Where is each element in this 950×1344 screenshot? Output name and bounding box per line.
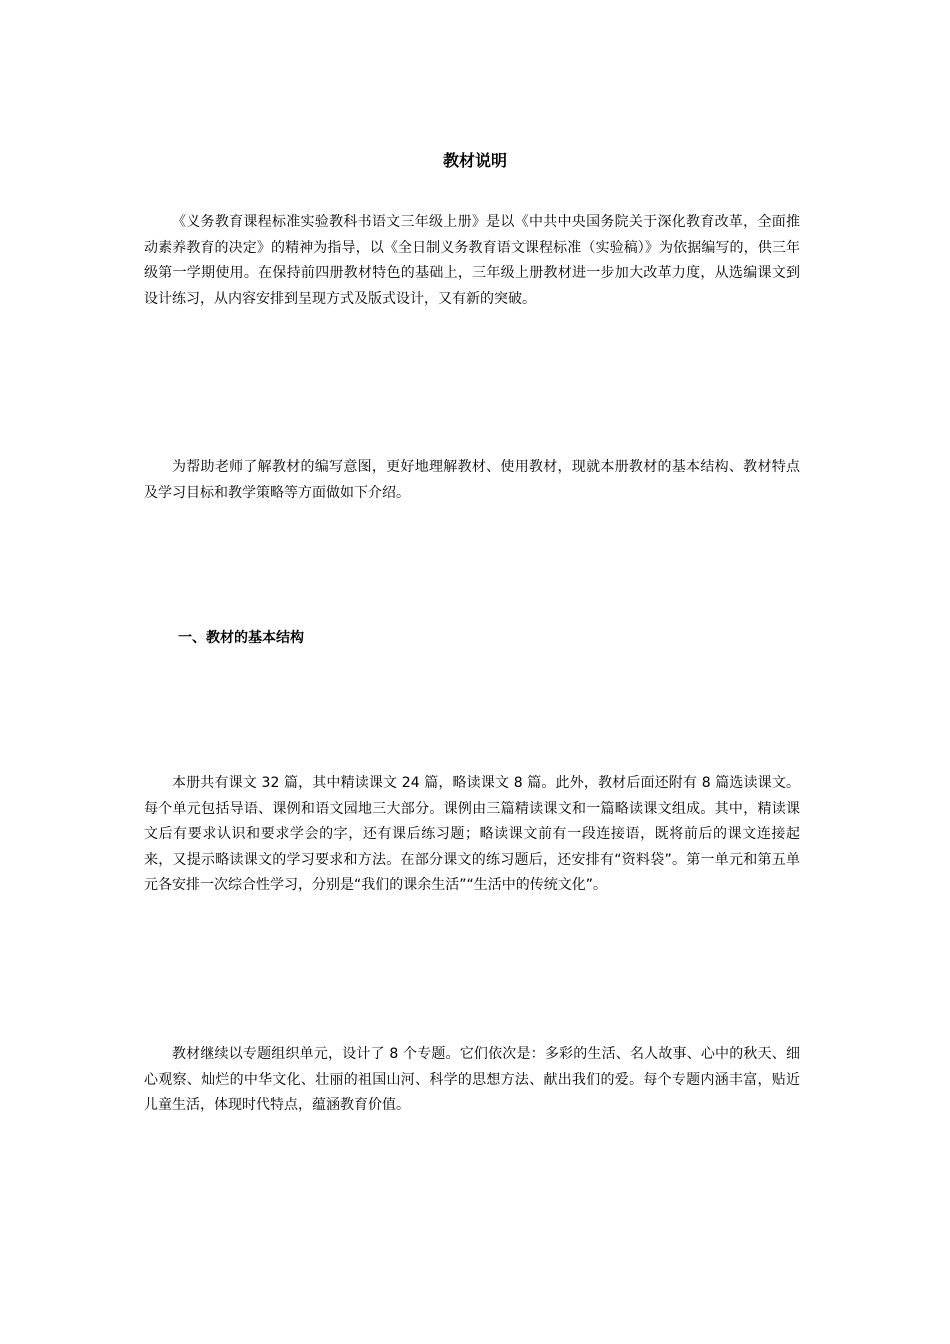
structure-paragraph: 本册共有课文 32 篇，其中精读课文 24 篇，略读课文 8 篇。此外，教材后面还附有 8 篇选读课文。每个单元包括导语、课例和语文园地三大部分。课例由三篇精读课文和一篇略读课文组成。其中，精读课文后有要求认识和要求学会的字，还有课后练习题；略读课文前有一段连接语，既将前后的课文连接起来，又提示略读课文的学习要求和方法。在部分课文的练习题后，还安排有“资料袋”。第一单元和第五单元各安排一次综合性学习，分别是“我们的课余生活”“生活中的传统文化”。 — [144, 775, 800, 893]
intro-paragraph: 《义务教育课程标准实验教科书语文三年级上册》是以《中共中央国务院关于深化教育改革，全面推动素养教育的决定》的精神为指导，以《全日制义务教育语文课程标准（实验稿）》为依据编写的，供三年级第一学期使用。在保持前四册教材特色的基础上，三年级上册教材进一步加大改革力度，从选编课文到设计练习，从内容安排到呈现方式及版式设计，又有新的突破。 — [144, 214, 800, 307]
purpose-paragraph: 为帮助老师了解教材的编写意图，更好地理解教材、使用教材，现就本册教材的基本结构、教材特点及学习目标和教学策略等方面做如下介绍。 — [144, 459, 800, 501]
section-heading: 一、教材的基本结构 — [178, 630, 304, 646]
themes-paragraph: 教材继续以专题组织单元，设计了 8 个专题。它们依次是：多彩的生活、名人故事、心中的秋天、细心观察、灿烂的中华文化、壮丽的祖国山河、科学的思想方法、献出我们的爱。每个专题内涵丰富，贴近儿童生活，体现时代特点，蕴涵教育价值。 — [144, 1046, 800, 1113]
document-title: 教材说明 — [442, 151, 507, 170]
